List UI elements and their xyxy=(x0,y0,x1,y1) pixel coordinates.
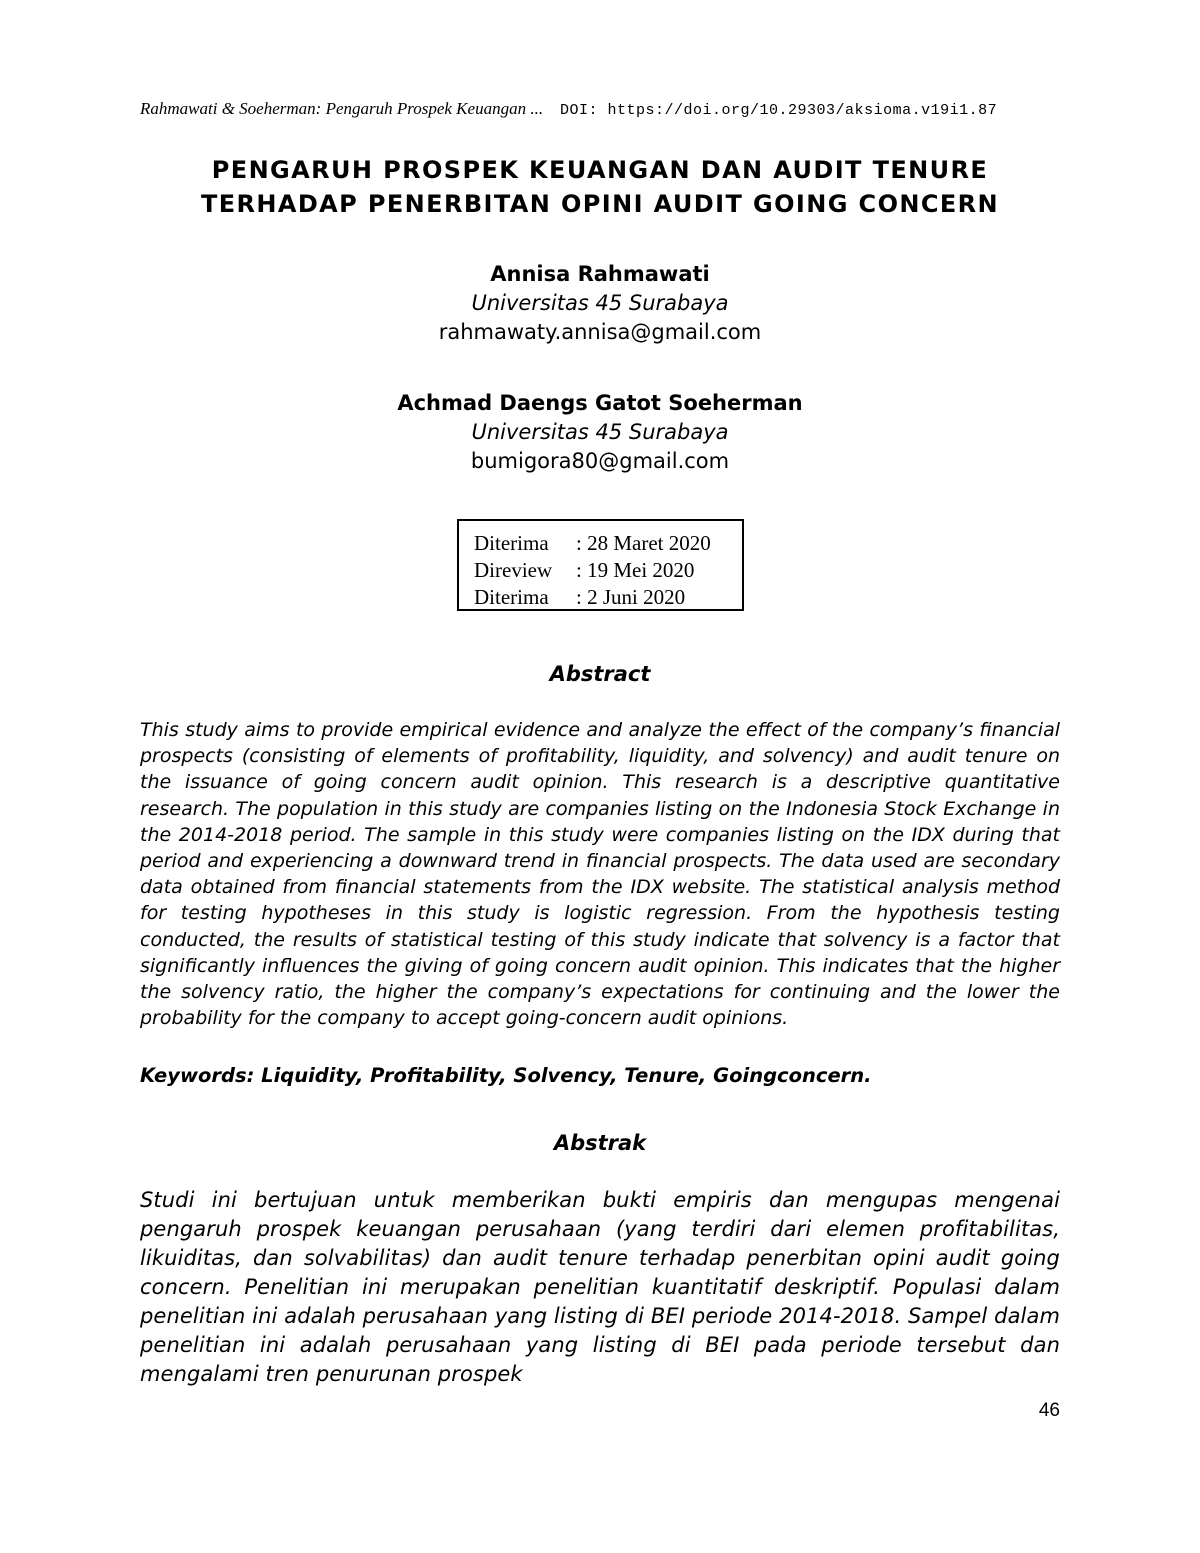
abstract-heading: Abstract xyxy=(549,662,651,686)
abstrak-heading: Abstrak xyxy=(553,1131,647,1155)
author-affiliation: Universitas 45 Surabaya xyxy=(471,291,729,315)
abstrak-text: Studi ini bertujuan untuk memberikan bukti empiris dan mengupas mengenai pengaruh prospek keuangan perusahaan (yang terdiri dari elemen profitabilitas, likuiditas, dan solvabilitas) dan audit tenure terhadap penerbitan opini audit going concern. Penelitian ini merupakan penelitian kuantitatif deskriptif. Populasi dalam penelitian ini adalah perusahaan yang listing di BEI periode 2014-2018. Sampel dalam penelitian ini adalah perusahaan yang listing di BEI pada periode tersebut dan mengalami tren penurunan prospek xyxy=(140,1188,1060,1386)
date-label: Diterima xyxy=(474,531,549,555)
abstract-text: This study aims to provide empirical evidence and analyze the effect of the company’s financial prospects (consisting of elements of profitability, liquidity, and solvency) and audit tenure on the issuance of going concern audit opinion. This research is a descriptive quantitative research. The population in this study are companies listing on the Indonesia Stock Exchange in the 2014-2018 period. The sample in this study were companies listing on the IDX during that period and experiencing a downward trend in financial prospects. The data used are secondary data obtained from financial statements from the IDX website. The statistical analysis method for testing hypotheses in this study is logistic regression. From the hypothesis testing conducted, the results of statistical testing of this study indicate that solvency is a factor that significantly influences the giving of going concern audit opinion. This indicates that the higher the solvency ratio, the higher the company’s expectations for continuing and the lower the probability for the company to accept going-concern audit opinions. xyxy=(140,719,1060,1030)
paper-title-line-1: PENGARUH PROSPEK KEUANGAN DAN AUDIT TENURE xyxy=(211,156,989,184)
keywords: Keywords: Liquidity, Profitability, Solvency, Tenure, Goingconcern. xyxy=(140,1064,872,1087)
paper-title-line-2: TERHADAP PENERBITAN OPINI AUDIT GOING CONCERN xyxy=(200,190,1000,218)
author-name: Annisa Rahmawati xyxy=(490,262,710,286)
date-value: : 19 Mei 2020 xyxy=(576,558,695,582)
date-row-accepted xyxy=(474,584,742,611)
date-label: Diterima xyxy=(474,585,549,609)
author-block-2 xyxy=(100,389,1100,476)
running-header-authors-title: Rahmawati & Soeherman: Pengaruh Prospek Keuangan ... xyxy=(140,99,544,118)
date-row-reviewed xyxy=(474,557,742,584)
submission-dates-box xyxy=(457,519,744,611)
author-affiliation: Universitas 45 Surabaya xyxy=(471,420,729,444)
date-label: Direview xyxy=(474,558,553,582)
page-number: 46 xyxy=(1038,1400,1060,1421)
paper-title xyxy=(100,153,1100,221)
author-name: Achmad Daengs Gatot Soeherman xyxy=(397,391,803,415)
date-value: : 28 Maret 2020 xyxy=(576,531,711,555)
date-row-received xyxy=(474,530,742,557)
author-email[interactable]: bumigora80@gmail.com xyxy=(470,449,730,473)
doi-link[interactable]: DOI: https://doi.org/10.29303/aksioma.v19i1.87 xyxy=(560,102,998,119)
date-value: : 2 Juni 2020 xyxy=(576,585,686,609)
author-email[interactable]: rahmawaty.annisa@gmail.com xyxy=(438,320,762,344)
author-block-1 xyxy=(100,260,1100,347)
running-header xyxy=(140,99,1065,119)
